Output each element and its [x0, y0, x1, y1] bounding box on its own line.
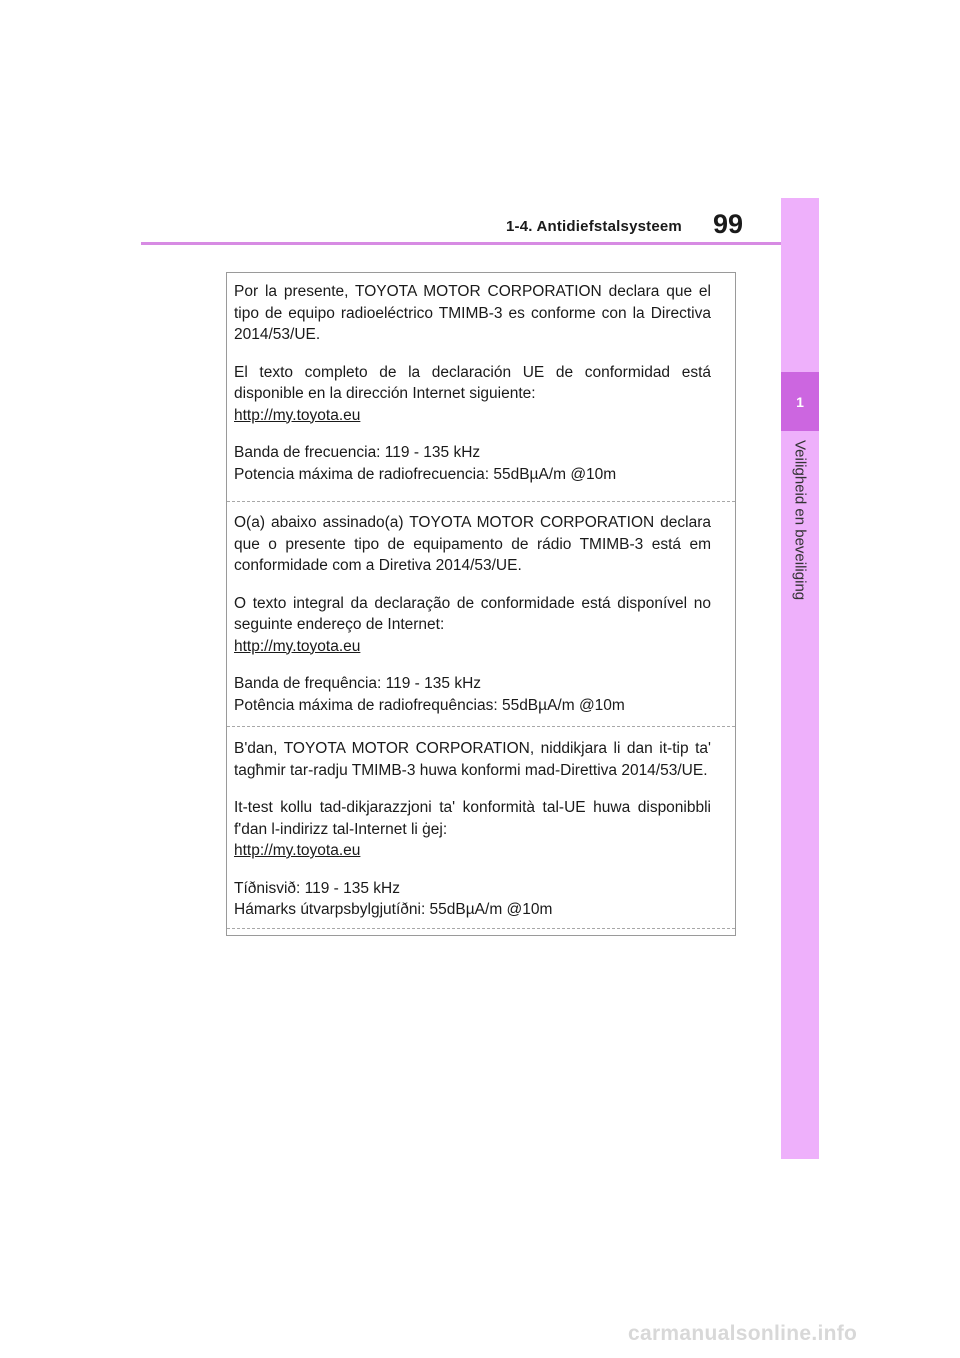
frequency-band: Tíðnisvið: 119 - 135 kHz	[234, 879, 400, 897]
max-power: Potência máxima de radiofrequências: 55dBµA/m @10m	[234, 696, 625, 714]
header-divider	[141, 242, 781, 245]
declaration-statement: B'dan, TOYOTA MOTOR CORPORATION, niddikjara li dan it-tip ta' tagħmir tar-radju TMIMB-3 huwa konformi mad-Direttiva 2014/53/UE.	[234, 740, 711, 779]
declaration-section-portuguese	[227, 504, 735, 716]
watermark: carmanualsonline.info	[628, 1322, 858, 1345]
max-power: Hámarks útvarpsbylgjutíðni: 55dBµA/m @10m	[234, 901, 553, 918]
chapter-side-tab	[781, 198, 819, 1159]
frequency-band: Banda de frecuencia: 119 - 135 kHz	[234, 444, 481, 461]
declaration-link[interactable]: http://my.toyota.eu	[234, 637, 361, 655]
page-number: 99	[713, 209, 744, 239]
max-power: Potencia máxima de radiofrecuencia: 55dBµA/m @10m	[234, 465, 617, 483]
declaration-box	[226, 272, 736, 936]
declaration-statement: O(a) abaixo assinado(a) TOYOTA MOTOR CORPORATION declara que o presente tipo de equipamento de rádio TMIMB-3 está em conformidade com a Diretiva 2014/53/UE.	[234, 514, 711, 574]
declaration-availability: O texto integral da declaração de conformidade está disponível no seguinte endereço de Internet:	[234, 594, 711, 633]
section-title: 1-4. Antidiefstalsysteem	[506, 218, 682, 235]
section-divider	[227, 726, 735, 727]
declaration-link[interactable]: http://my.toyota.eu	[234, 406, 361, 424]
declaration-availability: El texto completo de la declaración UE de conformidad está disponible en la dirección Internet siguiente:	[234, 363, 711, 402]
declaration-section-spanish	[227, 273, 735, 485]
frequency-band: Banda de frequência: 119 - 135 kHz	[234, 675, 482, 692]
declaration-section-maltese-icelandic	[227, 730, 735, 921]
declaration-availability: It-test kollu tad-dikjarazzjoni ta' konformità tal-UE huwa disponibbli f'dan l-indirizz tal-Internet li ġej:	[234, 799, 711, 838]
chapter-number-badge: 1	[781, 372, 819, 431]
section-divider	[227, 928, 735, 929]
declaration-link[interactable]: http://my.toyota.eu	[234, 842, 361, 859]
chapter-label: Veiligheid en beveiliging	[791, 440, 809, 601]
declaration-statement: Por la presente, TOYOTA MOTOR CORPORATION declara que el tipo de equipo radioeléctrico TMIMB-3 es conforme con la Directiva 2014/53/UE.	[234, 283, 711, 343]
section-divider	[227, 501, 735, 502]
